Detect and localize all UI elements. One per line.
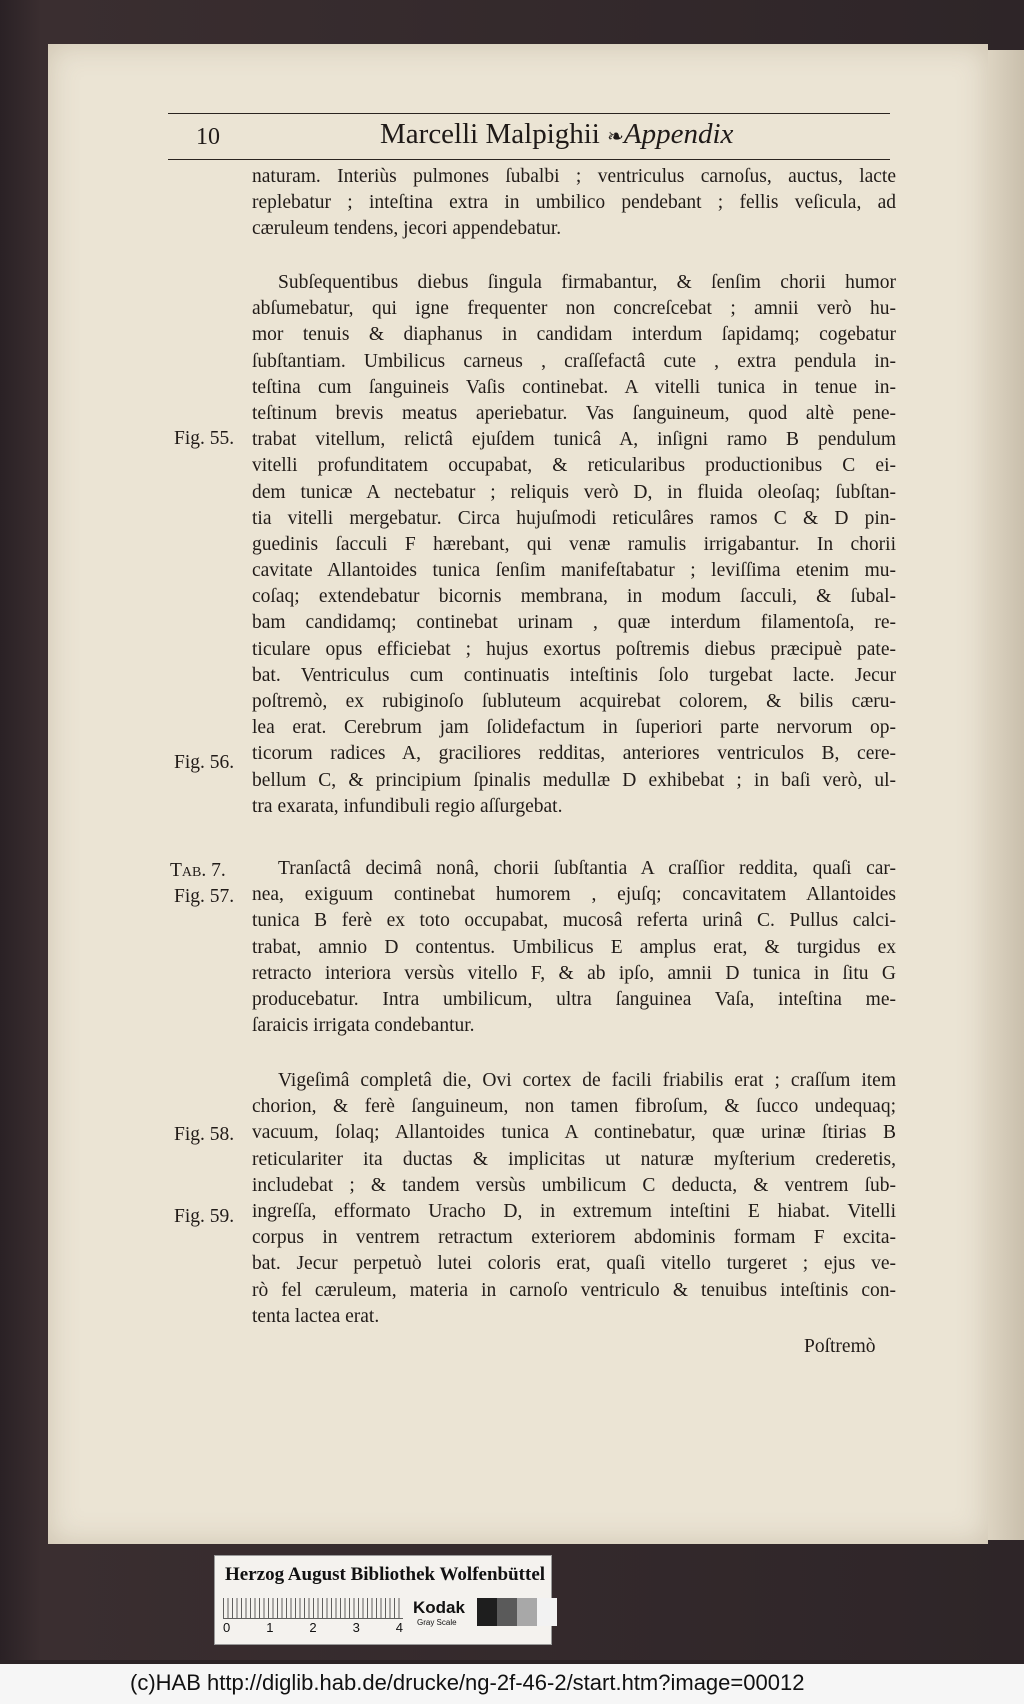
text-line: Tranſactâ decimâ nonâ, chorii ſubſtantia A craſſior reddita, quaſi car- xyxy=(278,858,896,879)
text-line: vitelli profunditatem occupabat, & reticularibus productionibus C ei- xyxy=(252,455,896,477)
text-line: retracto interiora versùs vitello F, & ab ipſo, amnii D tunica in ſitu G xyxy=(252,962,896,984)
header-rule-bottom xyxy=(168,159,890,160)
ruler xyxy=(223,1598,403,1619)
gray-scale-patches xyxy=(477,1598,557,1626)
margin-note-fig-58: Fig. 58. xyxy=(174,1124,235,1145)
text-line: Subſequentibus diebus ſingula firmabantur, & ſenſim chorii humor xyxy=(278,272,896,293)
text-line: corpus in ventrem retractum exteriorem abdominis formam F excita- xyxy=(252,1227,896,1249)
ruler-number: 3 xyxy=(352,1620,360,1635)
text-line: ticulare opus efficiebat ; hujus exortus poſtremis diebus præcipuè pate- xyxy=(252,638,896,660)
text-line: ingreſſa, efformato Uracho D, in extremum inteſtini E hiabat. Vitelli xyxy=(252,1200,896,1222)
text-line: tunica B ferè ex toto occupabat, mucosâ referta urinâ C. Pullus calci- xyxy=(252,910,896,932)
gray-patch xyxy=(477,1598,497,1626)
text-line: tra exarata, infundibuli regio aſſurgebat. xyxy=(252,795,563,817)
text-line: trabat, amnio D contentus. Umbilicus E amplus erat, & turgidus ex xyxy=(252,936,896,958)
gray-patch xyxy=(537,1598,557,1626)
copyright-url: (c)HAB http://diglib.hab.de/drucke/ng-2f-46-2/start.htm?image=00012 xyxy=(130,1670,805,1695)
margin-note-fig-59: Fig. 59. xyxy=(174,1206,235,1227)
text-line: producebatur. Intra umbilicum, ultra ſanguinea Vaſa, inteſtina me- xyxy=(252,988,896,1010)
text-line: vacuum, ſolaq; Allantoides tunica A continebatur, quæ urinæ ſtirias B xyxy=(252,1122,896,1144)
margin-note-fig-55: Fig. 55. xyxy=(174,428,235,449)
ruler-number: 4 xyxy=(395,1620,403,1635)
footer-bar xyxy=(0,1664,1024,1704)
text-line: trabat vitellum, relictâ ejuſdem tunicâ A, inſigni ramo B pendulum xyxy=(252,429,896,451)
gray-scale-label: Gray Scale xyxy=(417,1618,457,1627)
text-line: includebat ; & tandem versùs umbilicum C deducta, & ventrem ſub- xyxy=(252,1174,896,1196)
paragraph-1 xyxy=(252,164,896,243)
text-line: poſtremò, ex rubiginoſo ſubluteum acquirebat colorem, & bilis cæru- xyxy=(252,691,896,712)
kodak-logo: Kodak xyxy=(413,1598,465,1617)
text-line: Vigeſimâ completâ die, Ovi cortex de facili friabilis erat ; craſſum item xyxy=(278,1070,896,1091)
ruler-number: 1 xyxy=(266,1620,274,1635)
gray-patch xyxy=(517,1598,537,1626)
text-line: lea erat. Cerebrum jam ſolidefactum in ſuperiori parte nervorum op- xyxy=(252,717,896,739)
text-line: bat. Ventriculus cum continuatis inteſtinis ſolo turgebat lacte. Jecur xyxy=(252,664,896,686)
page-number: 10 xyxy=(196,124,220,150)
text-line: reticulariter ita ductas & implicitas ut naturæ myſterium crederetis, xyxy=(252,1148,896,1170)
margin-note-tab-7: Tab. 7. xyxy=(170,860,226,881)
text-line: bam candidamq; continebat urinam , quæ interdum filamentoſa, re- xyxy=(252,612,896,634)
text-line: rò fel cæruleum, materia in carnoſo ventriculo & tenuibus inteſtinis con- xyxy=(252,1279,896,1301)
gray-patch xyxy=(497,1598,517,1626)
running-head-appendix: Appendix xyxy=(623,118,734,150)
catchword: Poſtremò xyxy=(804,1336,876,1357)
text-line: cæruleum tendens, jecori appendebatur. xyxy=(252,218,562,240)
text-line: chorion, & ferè ſanguineum, non tamen fibroſum, & ſucco undequaq; xyxy=(252,1096,896,1118)
text-line: tia vitelli mergebatur. Circa hujuſmodi reticulâres ramos C & D pin- xyxy=(252,507,896,529)
ruler-numbers xyxy=(223,1620,403,1635)
margin-note-fig-56: Fig. 56. xyxy=(174,752,235,773)
library-name: Herzog August Bibliothek Wolfenbüttel xyxy=(225,1564,546,1585)
text-line: mor tenuis & diaphanus in candidam interdum ſapidamq; cogebatur xyxy=(252,324,896,346)
text-line: nea, exiguum continebat humorem , ejuſq; concavitatem Allantoides xyxy=(252,884,896,906)
text-line: abſumebatur, qui igne frequenter non concreſcebat ; amnii verò hu- xyxy=(252,298,896,320)
margin-note-fig-57: Fig. 57. xyxy=(174,886,235,907)
text-line: naturam. Interiùs pulmones ſubalbi ; ventriculus carnoſus, auctus, lacte xyxy=(252,166,896,187)
ruler-number: 2 xyxy=(309,1620,317,1635)
text-line: guedinis ſacculi F hærebant, qui venæ ramulis irrigabantur. In chorii xyxy=(252,533,896,555)
text-line: tenta lactea erat. xyxy=(252,1305,380,1327)
text-line: teſtina cum ſanguineis Vaſis continebat. A vitelli tunica in tenue in- xyxy=(252,376,896,398)
running-head xyxy=(380,118,733,151)
text-line: cavitate Allantoides tunica ſenſim manifeſtabatur ; leviſſima etenim mu- xyxy=(252,560,896,582)
text-line: ticorum radices A, graciliores redditas, anteriores ventriculos B, cere- xyxy=(252,743,896,765)
paragraph-4 xyxy=(252,1068,896,1330)
ruler-number: 0 xyxy=(223,1620,231,1635)
text-line: coſaq; extendebatur bicornis membrana, in modum ſacculi, & ſubal- xyxy=(252,586,896,608)
paragraph-3 xyxy=(252,856,896,1039)
color-target-card xyxy=(214,1555,552,1645)
text-line: dem tunicæ A nectebatur ; reliquis verò D, in fluida oleoſaq; ſubſtan- xyxy=(252,481,896,503)
next-page-edge xyxy=(988,50,1024,1540)
text-line: replebatur ; inteſtina extra in umbilico pendebant ; fellis veſicula, ad xyxy=(252,192,896,214)
fleuron-icon: ❧ xyxy=(607,126,624,148)
text-line: bat. Jecur perpetuò lutei coloris erat, quaſi vitello turgeret ; ejus ve- xyxy=(252,1253,896,1275)
text-line: ſaraicis irrigata condebantur. xyxy=(252,1015,475,1037)
header-rule-top xyxy=(168,113,890,114)
text-line: bellum C, & principium ſpinalis medullæ D exhibebat ; in baſi verò, ul- xyxy=(252,769,896,791)
running-head-title: Marcelli Malpighii xyxy=(380,118,600,150)
text-line: ſubſtantiam. Umbilicus carneus , craſſefactâ cute , extra pendula in- xyxy=(252,350,896,372)
paragraph-2 xyxy=(252,270,896,820)
text-line: teſtinum brevis meatus aperiebatur. Vas ſanguineum, quod altè pene- xyxy=(252,402,896,424)
